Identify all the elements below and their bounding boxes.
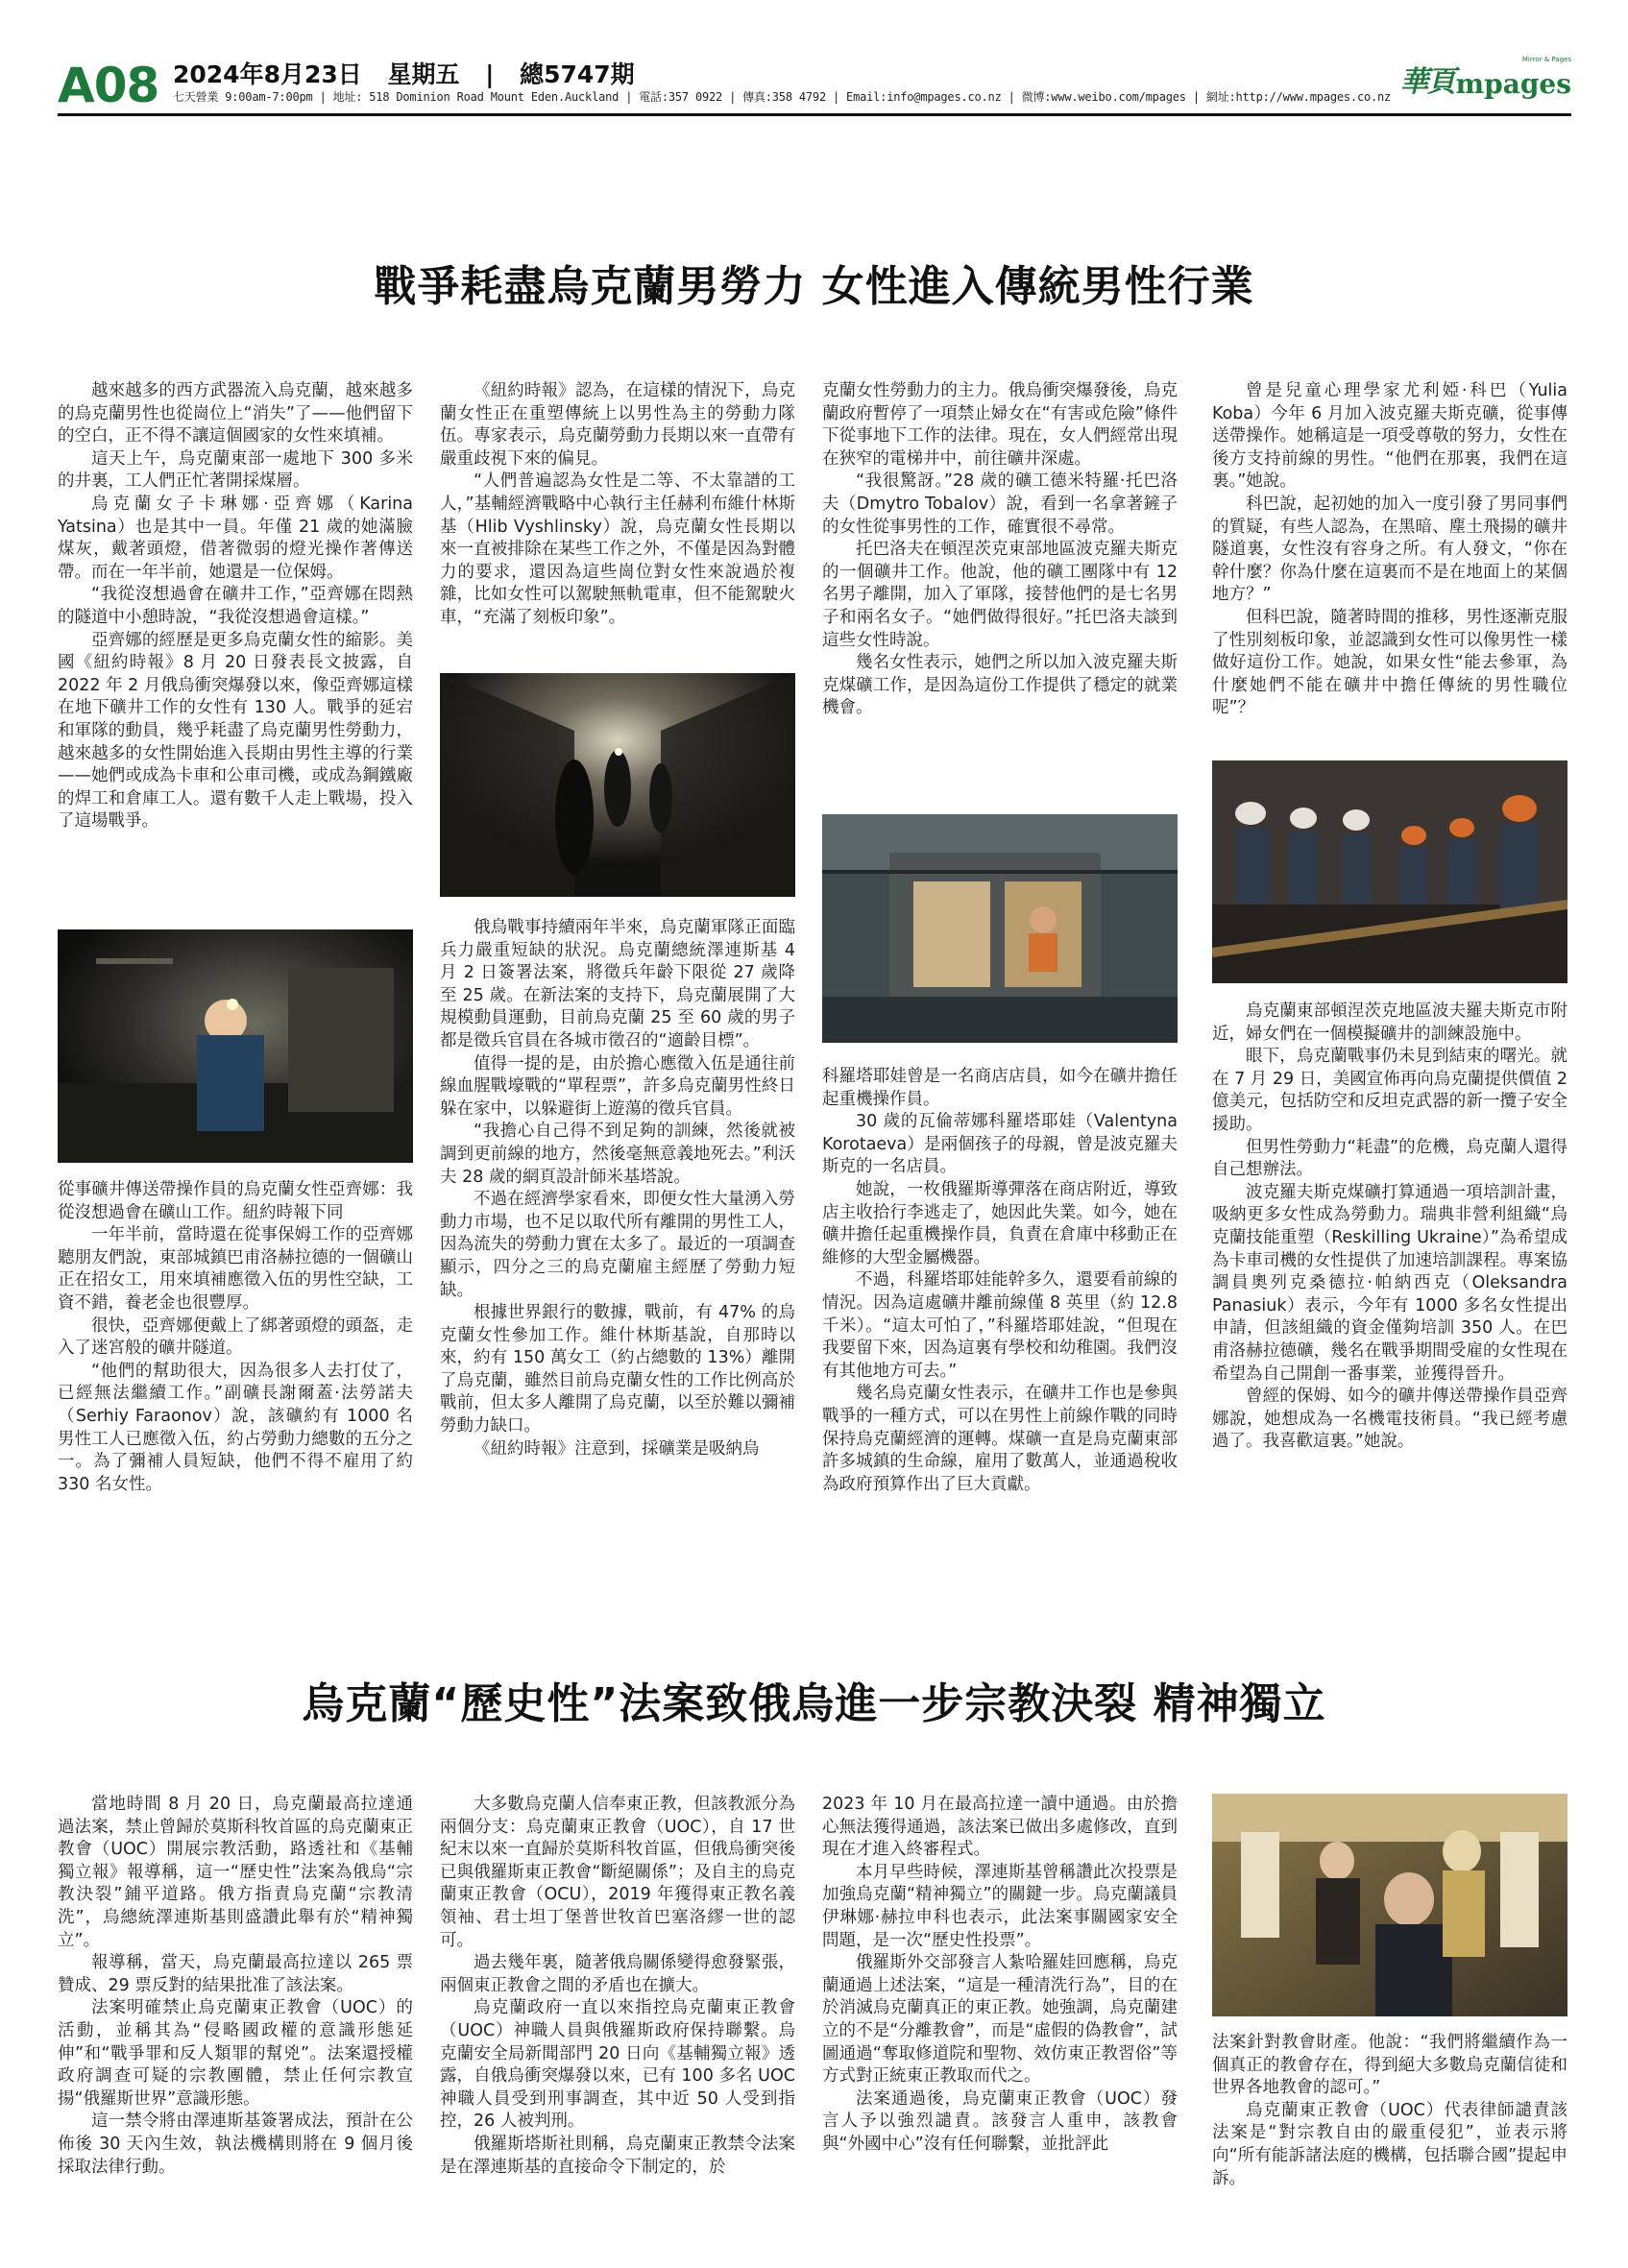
paragraph: “我從沒想過會在礦井工作，”亞齊娜在悶熱的隧道中小憩時說，“我從沒想過會這樣。”: [58, 585, 413, 627]
paragraph: 幾名女性表示，她們之所以加入波克羅夫斯克煤礦工作，是因為這份工作提供了穩定的就業機會。: [822, 653, 1178, 718]
paragraph: 這天上午，烏克蘭東部一處地下 300 多米的井裏，工人們正忙著開採煤層。: [58, 448, 413, 492]
page-number: A08: [58, 58, 159, 113]
article1-column-2-continued: [440, 917, 795, 1460]
issue-date: 2024年8月23日: [173, 60, 362, 88]
paragraph: 大多數烏克蘭人信奉東正教，但該教派分為兩個分支：烏克蘭東正教會（UOC），自 17 世紀末以來一直歸於莫斯科牧首區，但俄烏衝突後已與俄羅斯東正教會“斷絕關係”；及自主的烏克蘭東正教會（OCU），2019 年獲得東正教名義領袖、君士坦丁堡普世牧首巴塞洛繆一世的認可。: [440, 1795, 795, 1950]
paragraph: 不過在經濟學家看來，即便女性大量湧入勞動力市場，也不足以取代所有離開的男性工人，因為流失的勞動力實在太多了。最近的一項調查顯示，四分之三的烏克蘭雇主經歷了勞動力短缺。: [440, 1190, 795, 1300]
article1-column-1: [58, 380, 413, 833]
paragraph: 她說，一枚俄羅斯導彈落在商店附近，導致店主收拾行李逃走了，她因此失業。如今，她在礦井擔任起重機操作員，負責在倉庫中移動正在維修的大型金屬機器。: [822, 1179, 1178, 1267]
paragraph: 越來越多的西方武器流入烏克蘭，越來越多的烏克蘭男性也從崗位上“消失”了——他們留下的空白，正不得不讓這個國家的女性來填補。: [58, 381, 413, 446]
article2-column-1: [58, 1794, 413, 2179]
paragraph: 烏克蘭東正教會（UOC）代表律師譴責該法案是“對宗教自由的嚴重侵犯”，並表示將向“所有能訴諸法庭的機構，包括聯合國”提起申訴。: [1212, 2100, 1567, 2188]
masthead: [58, 54, 1571, 115]
paragraph: “他們的幫助很大，因為很多人去打仗了，已經無法繼續工作。”副礦長謝爾蓋·法勞諾夫（Serhiy Faraonov）說，該礦約有 1000 名男性工人已應徵入伍，約占勞動力總數的五分之一。為了彌補人員短缺，他們不得不雇用了約 330 名女性。: [58, 1361, 413, 1494]
photo-training-facility: [1212, 760, 1567, 983]
paragraph: 一年半前，當時還在從事保姆工作的亞齊娜聽朋友們說，東部城鎮巴甫洛赫拉德的一個礦山正在招女工，用來填補應徵入伍的男性空缺，工資不錯，養老金也很豐厚。: [58, 1225, 413, 1313]
paragraph: 過去幾年裏，隨著俄烏關係變得愈發緊張，兩個東正教會之間的矛盾也在擴大。: [440, 1953, 795, 1995]
photo-caption: 科羅塔耶娃曾是一名商店店員，如今在礦井擔任起重機操作員。: [822, 1067, 1178, 1109]
paragraph: 俄羅斯外交部發言人紮哈羅娃回應稱，烏克蘭通過上述法案，“這是一種清洗行為”，目的在於消滅烏克蘭真正的東正教。她強調，烏克蘭建立的不是“分離教會”，而是“虛假的偽教會”，試圖通過“奪取修道院和聖物、效仿東正教習俗”等方式對正統東正教取而代之。: [822, 1953, 1178, 2087]
paragraph: 《紐約時報》注意到，採礦業是吸納烏: [474, 1438, 760, 1459]
paragraph: 《紐約時報》認為，在這樣的情況下，烏克蘭女性正在重塑傳統上以男性為主的勞動力隊伍。專家表示，烏克蘭勞動力長期以來一直帶有嚴重歧視下來的偏見。: [440, 381, 795, 469]
paragraph: 這一禁令將由澤連斯基簽署成法，預計在公佈後 30 天內生效，執法機構則將在 9 個月後採取法律行動。: [58, 2111, 413, 2177]
date-separator: |: [485, 60, 495, 88]
photo-miner-conveyor: [58, 929, 413, 1163]
logo-tagline: Mirror & Pages: [1521, 56, 1571, 63]
paragraph: 不過，科羅塔耶娃能幹多久，還要看前線的情況。因為這處礦井離前線僅 8 英里（約 12.8 千米）。“這太可怕了，”科羅塔耶娃說，“但現在我要留下來，因為這裏有學校和幼稚園。我們沒有其他地方可去。”: [822, 1270, 1178, 1381]
paragraph: 托巴洛夫在頓涅茨克東部地區波克羅夫斯克的一個礦井工作。他說，他的礦工團隊中有 12 名男子離開，加入了軍隊，接替他們的是七名男子和兩名女子。“她們做得很好。”托巴洛夫談到這些女性時說。: [822, 540, 1178, 650]
paragraph: 科巴說，起初她的加入一度引發了男同事們的質疑，有些人認為，在黑暗、塵土飛揚的礦井隧道裏，女性沒有容身之所。有人發文，“你在幹什麼？你為什麼在這裏而不是在地面上的某個地方？”: [1212, 494, 1567, 605]
article1-headline: 戰爭耗盡烏克蘭男勞力 女性進入傳統男性行業: [374, 262, 1254, 311]
paragraph: “我擔心自己得不到足夠的訓練，然後就被調到更前線的地方，然後毫無意義地死去。”利沃夫 28 歲的網頁設計師米基塔說。: [440, 1122, 795, 1187]
paragraph: 烏克蘭女子卡琳娜·亞齊娜（Karina Yatsina）也是其中一員。年僅 21 歲的她滿臉煤灰，戴著頭燈，借著微弱的燈光操作著傳送帶。而在一年半前，她還是一位保姆。: [58, 494, 413, 582]
paragraph: 值得一提的是，由於擔心應徵入伍是通往前線血腥戰壕戰的“單程票”，許多烏克蘭男性終日躲在家中，以躲避街上遊蕩的徵兵官員。: [440, 1053, 795, 1119]
paragraph: 很快，亞齊娜便戴上了綁著頭燈的頭盔，走入了迷宮般的礦井隧道。: [58, 1315, 413, 1359]
issue-number: 總5747期: [520, 60, 635, 88]
paragraph: 2023 年 10 月在最高拉達一讀中通過。由於擔心無法獲得通過，該法案已做出多處修改，直到現在才進入終審程式。: [822, 1795, 1178, 1860]
logo-english: mpages: [1455, 68, 1571, 100]
paragraph: 法案通過後，烏克蘭東正教會（UOC）發言人予以強烈譴責。該發言人重申，該教會與“外國中心”沒有任何聯繫，並批評此: [822, 2088, 1178, 2154]
article2-column-3: [822, 1794, 1178, 2157]
article1-column-2: [440, 380, 795, 630]
contact-line: 七天營業 9:00am-7:00pm | 地址: 518 Dominion Road Mount Eden.Auckland | 電話:357 0922 | 傳真:358 4792 | Email:info@mpages.co.nz | 微博:www.weibo.com/mpages | 網址:http://www.mpages.co.nz: [173, 90, 1392, 104]
issue-weekday: 星期五: [387, 60, 460, 88]
paragraph: 眼下，烏克蘭戰事仍未見到結束的曙光。就在 7 月 29 日，美國宣佈再向烏克蘭提供價值 2 億美元，包括防空和反坦克武器的新一攬子安全援助。: [1212, 1047, 1567, 1134]
paragraph: 本月早些時候，澤連斯基曾稱讚此次投票是加強烏克蘭“精神獨立”的關鍵一步。烏克蘭議員伊琳娜·赫拉申科也表示，此法案事關國家安全問題，是一次“歷史性投票”。: [822, 1862, 1178, 1950]
paragraph: “我很驚訝。”28 歲的礦工德米特羅·托巴洛夫（Dmytro Tobalov）說，看到一名拿著鏟子的女性從事男性的工作，確實很不尋常。: [822, 471, 1178, 537]
photo-caption: 從事礦井傳送帶操作員的烏克蘭女性亞齊娜：我從沒想過會在礦山工作。紐約時報下同: [58, 1180, 413, 1222]
logo-chinese: 華頁: [1399, 65, 1454, 99]
article1-column-3-continued: [822, 1066, 1178, 1496]
paragraph: 報導稱，當天，烏克蘭最高拉達以 265 票贊成、29 票反對的結果批准了該法案。: [58, 1953, 413, 1995]
paragraph: 曾是兒童心理學家尤利婭·科巴（Yulia Koba）今年 6 月加入波克羅夫斯克礦，從事傳送帶操作。她稱這是一項受尊敬的努力，女性在後方支持前線的男性。“他們在那裏，我們在這裏。”她說。: [1212, 381, 1567, 492]
mpages-logo[interactable]: [1399, 56, 1571, 100]
paragraph: 俄烏戰事持續兩年半來，烏克蘭軍隊正面臨兵力嚴重短缺的狀況。烏克蘭總統澤連斯基 4 月 2 日簽署法案，將徵兵年齡下限從 27 歲降至 25 歲。在新法案的支持下，烏克蘭展開了大規模動員運動，目前烏克蘭 25 至 60 歲的男子都是徵兵官員在各城市徵召的“適齡目標”。: [440, 918, 795, 1050]
article2-column-4: [1212, 2032, 1567, 2190]
photo-church-ceremony: [1212, 1794, 1567, 2016]
date-line: [173, 56, 652, 90]
paragraph: 根據世界銀行的數據，戰前，有 47% 的烏克蘭女性參加工作。維什林斯基說，自那時以來，約有 150 萬女工（約占總數的 13%）離開了烏克蘭，雖然目前烏克蘭女性的工作比例高於戰前，但太多人離開了烏克蘭，以至於難以彌補勞動力缺口。: [440, 1303, 795, 1436]
paragraph: 法案針對教會財產。他說：“我們將繼續作為一個真正的教會存在，得到絕大多數烏克蘭信徒和世界各地教會的認可。”: [1212, 2033, 1567, 2098]
paragraph: 但科巴說，隨著時間的推移，男性逐漸克服了性別刻板印象，並認識到女性可以像男性一樣做好這份工作。她說，如果女性“能去參軍，為什麼她們不能在礦井中擔任傳統的男性職位呢”？: [1212, 607, 1567, 718]
paragraph: 克蘭女性勞動力的主力。俄烏衝突爆發後，烏克蘭政府暫停了一項禁止婦女在“有害或危險”條件下從事地下工作的法律。現在，女人們經常出現在狹窄的電梯井中，前往礦井深處。: [822, 381, 1178, 469]
article2-column-2: [440, 1794, 795, 2179]
paragraph: 幾名烏克蘭女性表示，在礦井工作也是參與戰爭的一種方式，可以在男性上前線作戰的同時保持烏克蘭經濟的運轉。煤礦一直是烏克蘭東部許多城鎮的生命線，雇用了數萬人，並通過稅收為政府預算作出了巨大貢獻。: [822, 1384, 1178, 1494]
article1-column-4: [1212, 380, 1567, 720]
paragraph: 曾經的保姆、如今的礦井傳送帶操作員亞齊娜說，她想成為一名機電技術員。“我已經考慮過了。我喜歡這裏。”她說。: [1212, 1387, 1567, 1452]
paragraph: 亞齊娜的經歷是更多烏克蘭女性的縮影。美國《紐約時報》8 月 20 日發表長文披露，自 2022 年 2 月俄烏衝突爆發以來，像亞齊娜這樣在地下礦井工作的女性有 130 人。戰爭的延宕和軍隊的動員，幾乎耗盡了烏克蘭男性勞動力，越來越多的女性開始進入長期由男性主導的行業——她們或成為卡車和公車司機，或成為鋼鐵廠的焊工和倉庫工人。還有數千人走上戰場，投入了這場戰爭。: [58, 630, 413, 832]
photo-caption: 烏克蘭東部頓涅茨克地區波夫羅夫斯克市附近，婦女們在一個模擬礦井的訓練設施中。: [1212, 1001, 1567, 1044]
paragraph: 波克羅夫斯克煤礦打算通過一項培訓計畫，吸納更多女性成為勞動力。瑞典非營利組織“烏克蘭技能重塑（Reskilling Ukraine）”為希望成為卡車司機的女性提供了加速培訓課程。專案協調員奧列克桑德拉·帕納西克（Oleksandra Panasiuk）表示，今年有 1000 多名女性提出申請，但該組織的資金僅夠培訓 350 人。在巴甫洛赫拉德礦，幾名在戰爭期間受雇的女性現在希望為自己開創一番事業，並獲得晉升。: [1212, 1182, 1567, 1384]
paragraph: 法案明確禁止烏克蘭東正教會（UOC）的活動，並稱其為“侵略國政權的意識形態延伸”和“戰爭罪和反人類罪的幫兇”。法案還授權政府調查可疑的宗教團體，禁止任何宗教宣揚“俄羅斯世界”意識形態。: [58, 1998, 413, 2109]
paragraph: 俄羅斯塔斯社則稱，烏克蘭東正教禁令法案是在澤連斯基的直接命令下制定的，於: [440, 2134, 795, 2177]
article1-column-4-continued: [1212, 1001, 1567, 1454]
paragraph: 30 歲的瓦倫蒂娜科羅塔耶娃（Valentyna Korotaeva）是兩個孩子的母親，曾是波克羅夫斯克的一名店員。: [822, 1112, 1178, 1177]
paragraph: “人們普遍認為女性是二等、不太靠譜的工人，”基輔經濟戰略中心執行主任赫利布維什林斯基（Hlib Vyshlinsky）說，烏克蘭女性長期以來一直被排除在某些工作之外，不僅是因為對體力的要求，還因為這些崗位對女性來說過於複雜，比如女性可以駕駛無軌電車，但不能駕駛火車，“充滿了刻板印象”。: [440, 471, 795, 627]
paragraph: 烏克蘭政府一直以來指控烏克蘭東正教會（UOC）神職人員與俄羅斯政府保持聯繫。烏克蘭安全局新聞部門 20 日向《基輔獨立報》透露，自俄烏衝突爆發以來，已有 100 多名 UOC 神職人員受到刑事調查，其中近 50 人受到指控，26 人被判刑。: [440, 1998, 795, 2132]
paragraph: 當地時間 8 月 20 日，烏克蘭最高拉達通過法案，禁止曾歸於莫斯科牧首區的烏克蘭東正教會（UOC）開展宗教活動，路透社和《基輔獨立報》報導稱，這一“歷史性”法案為俄烏“宗教決裂”鋪平道路。俄方指責烏克蘭“宗教清洗”，烏總統澤連斯基則盛讚此舉有於“精神獨立”。: [58, 1795, 413, 1950]
photo-mine-tunnel: [440, 673, 795, 897]
article1-column-3: [822, 380, 1178, 720]
paragraph: 但男性勞動力“耗盡”的危機，烏克蘭人還得自己想辦法。: [1212, 1137, 1567, 1180]
masthead-rule: [58, 113, 1571, 116]
article1-column-1-continued: [58, 1179, 413, 1496]
photo-crane-operator: [822, 814, 1178, 1043]
article2-headline: 烏克蘭“歷史性”法案致俄烏進一步宗教決裂 精神獨立: [302, 1679, 1326, 1728]
